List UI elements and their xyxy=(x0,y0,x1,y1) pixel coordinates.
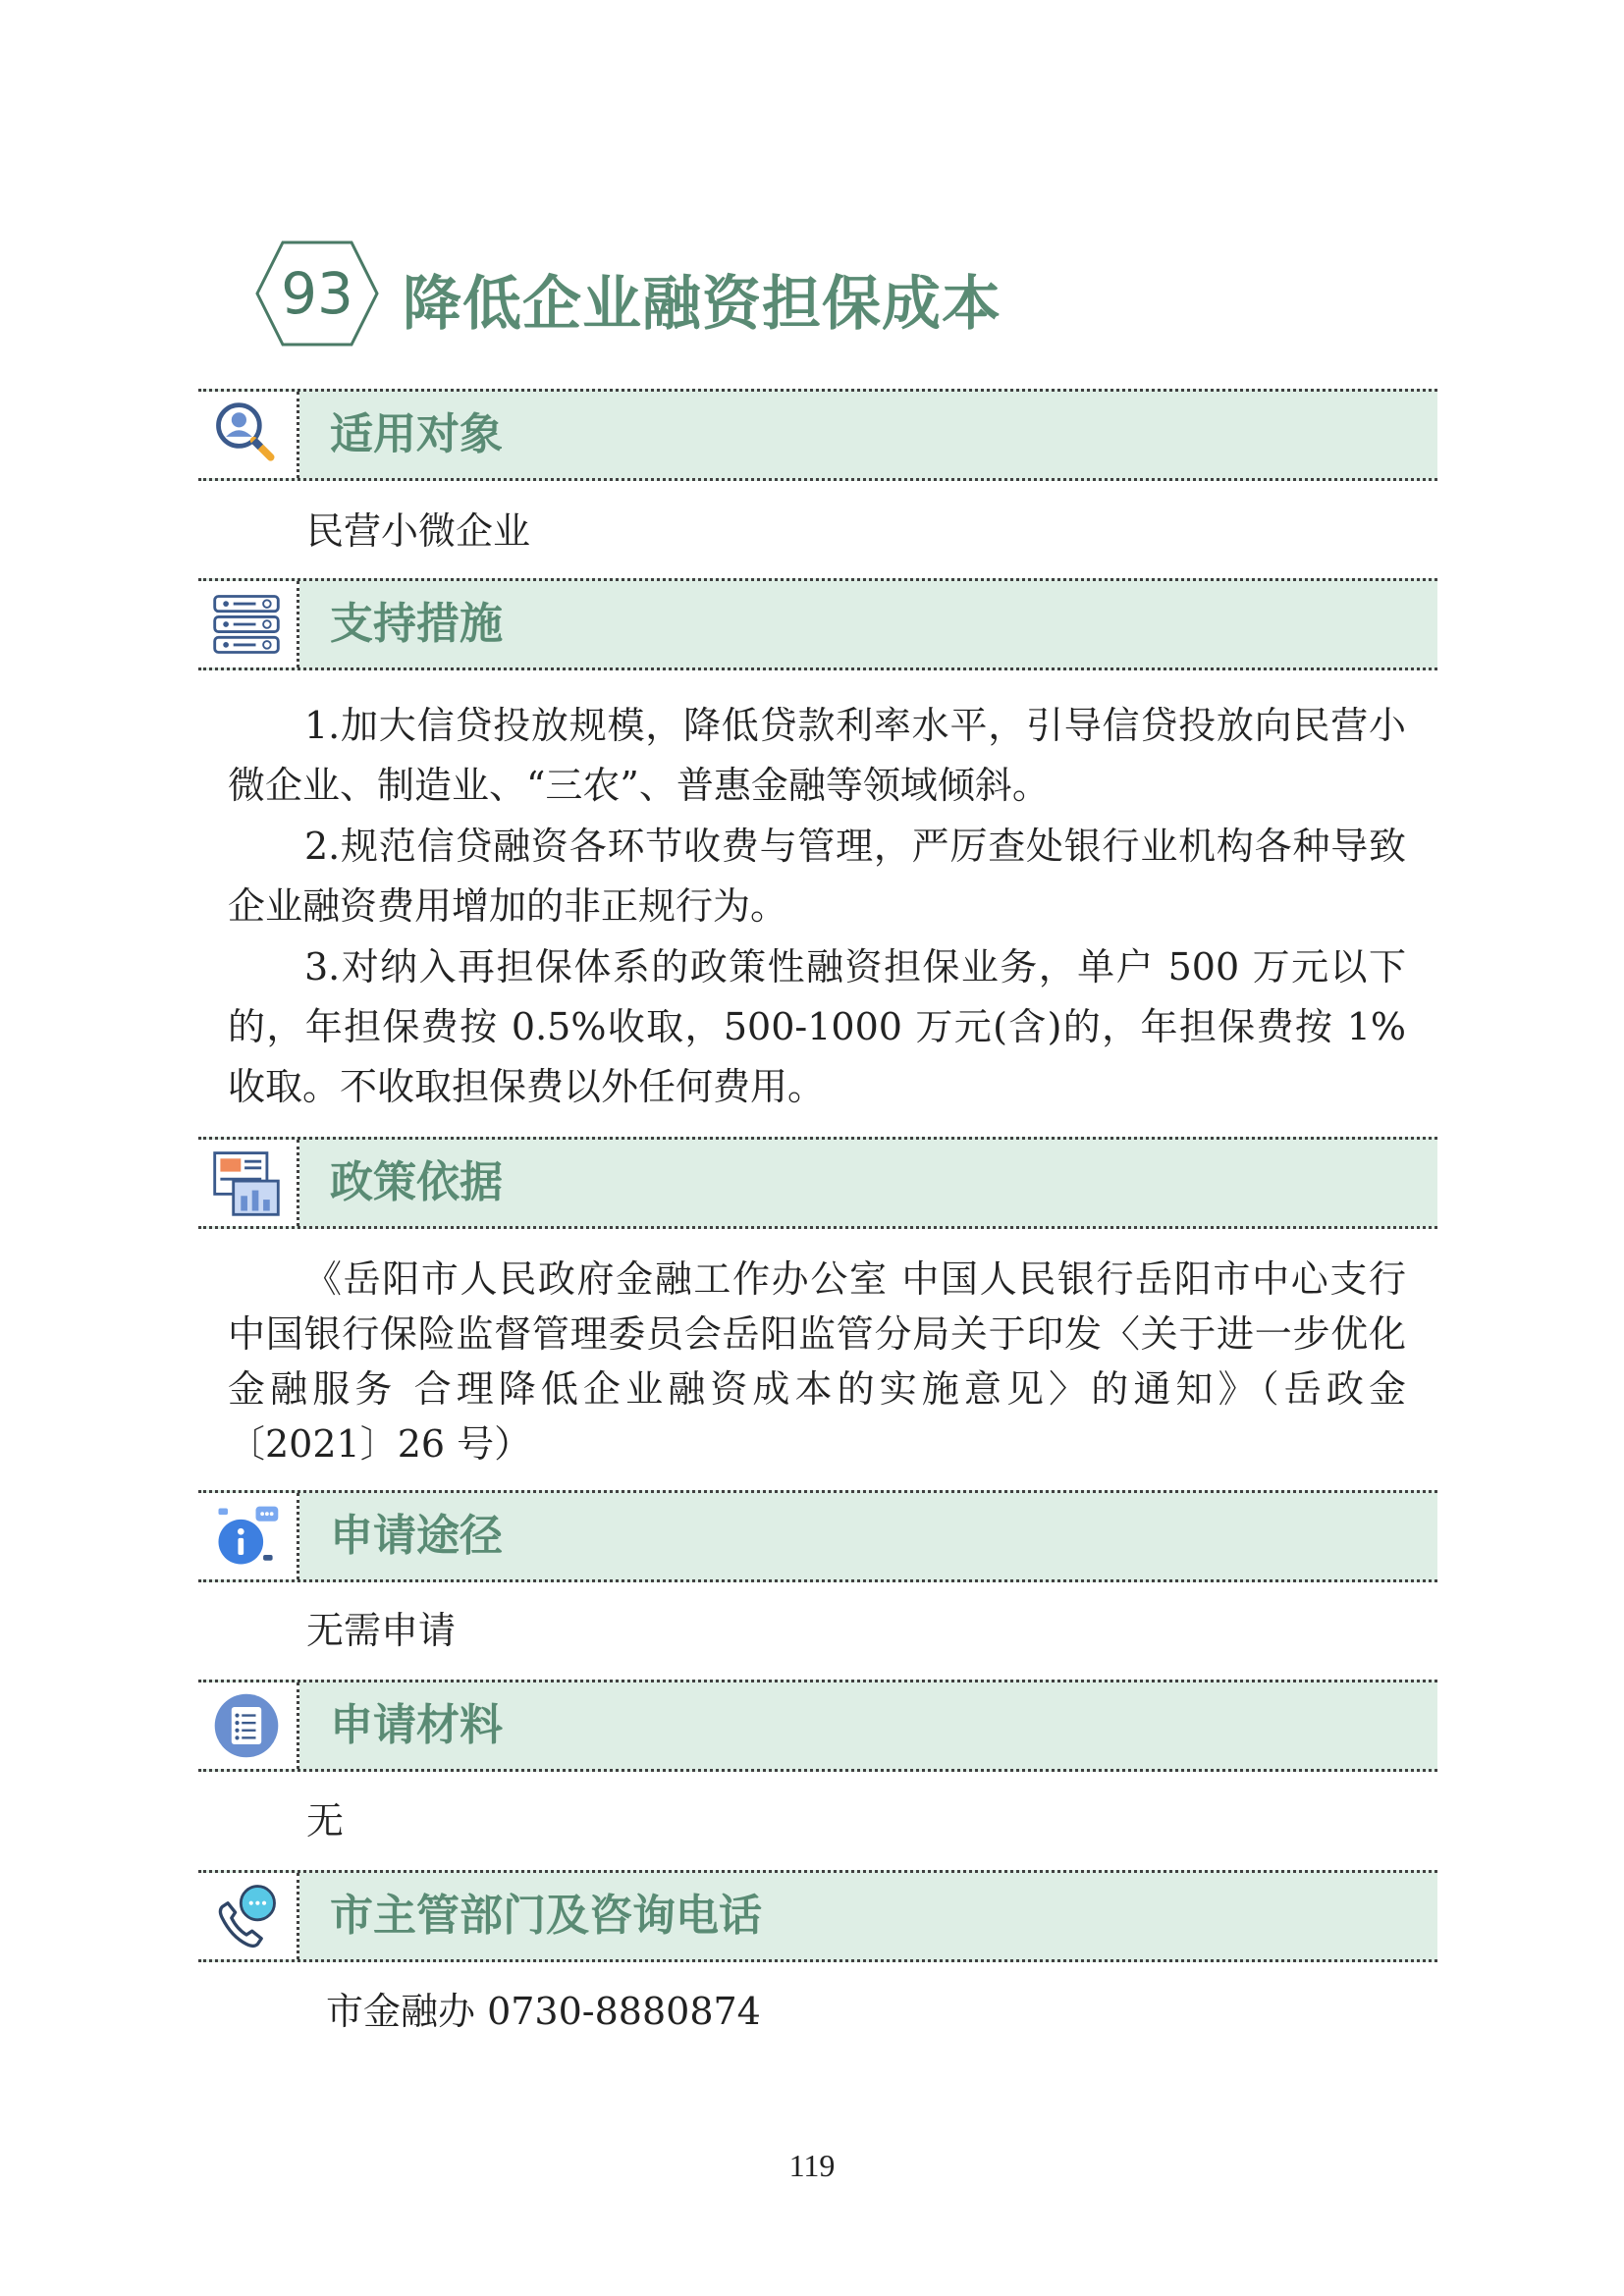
section-icon-cell xyxy=(198,1493,299,1579)
section-title-basis: 政策依据 xyxy=(330,1157,503,1207)
section-header-target xyxy=(198,389,1437,481)
section-icon-cell xyxy=(198,1873,299,1959)
section-icon-cell xyxy=(198,392,299,478)
section-title-materials: 申请材料 xyxy=(330,1700,503,1750)
section-header-contact xyxy=(198,1870,1437,1962)
materials-content: 无 xyxy=(306,1799,345,1842)
item-number: 93 xyxy=(281,260,353,327)
section-title-target: 适用对象 xyxy=(330,409,503,459)
measure-paragraph-3: 3.对纳入再担保体系的政策性融资担保业务，单户 500 万元以下的，年担保费按 0.5%收取，500-1000 万元(含)的，年担保费按 1%收取。不收取担保费以外任何费用。 xyxy=(228,945,1406,1108)
basis-content: 《岳阳市人民政府金融工作办公室 中国人民银行岳阳市中心支行 中国银行保险监督管理委员会岳阳监管分局关于印发〈关于进一步优化金融服务 合理降低企业融资成本的实施意见〉的通知》（岳政金〔2021〕26 号） xyxy=(228,1257,1406,1466)
info-chat-icon xyxy=(208,1499,285,1574)
channel-content: 无需申请 xyxy=(306,1609,457,1652)
page-number: 119 xyxy=(788,2148,836,2183)
phone-chat-icon xyxy=(208,1879,285,1953)
contact-content: 市金融办 0730-8880874 xyxy=(326,1990,761,2033)
section-title-measures: 支持措施 xyxy=(330,599,503,649)
search-user-icon xyxy=(208,398,285,472)
section-icon-cell xyxy=(198,1682,299,1769)
section-header-measures xyxy=(198,578,1437,670)
page-title: 降低企业融资担保成本 xyxy=(403,270,1001,339)
hexagon-number-badge xyxy=(253,240,381,347)
section-header-materials xyxy=(198,1680,1437,1772)
measure-paragraph-2: 2.规范信贷融资各环节收费与管理，严厉查处银行业机构各种导致企业融资费用增加的非正规行为。 xyxy=(228,825,1406,928)
document-chart-icon xyxy=(208,1146,285,1220)
measure-paragraph-1: 1.加大信贷投放规模，降低贷款利率水平，引导信贷投放向民营小微企业、制造业、“三农”、普惠金融等领域倾斜。 xyxy=(228,704,1406,807)
section-title-contact: 市主管部门及咨询电话 xyxy=(330,1891,762,1941)
server-list-icon xyxy=(208,587,285,662)
target-content: 民营小微企业 xyxy=(306,509,531,553)
section-header-basis xyxy=(198,1137,1437,1229)
page-title-block xyxy=(253,240,1137,347)
section-icon-cell xyxy=(198,581,299,667)
section-header-channel xyxy=(198,1490,1437,1582)
list-document-icon xyxy=(208,1688,285,1763)
section-icon-cell xyxy=(198,1140,299,1226)
section-title-channel: 申请途径 xyxy=(330,1511,503,1561)
